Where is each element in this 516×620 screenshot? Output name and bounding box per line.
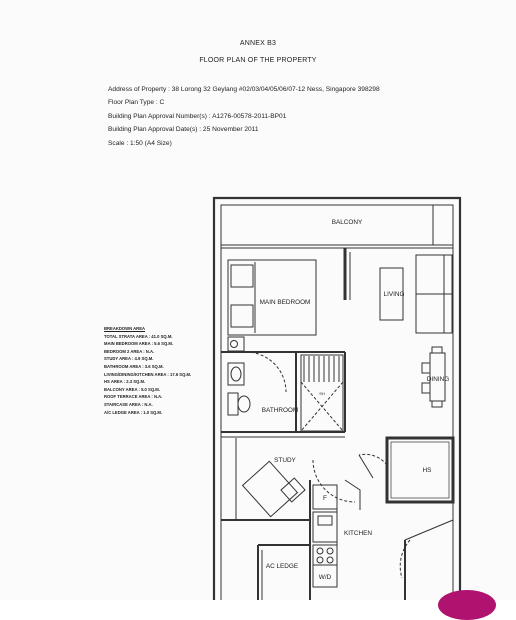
approval-dates: Building Plan Approval Date(s) : 25 November 2011: [108, 126, 259, 133]
breakdown-row: STAIRCASE AREA : N.A.: [104, 401, 153, 407]
annex-heading: ANNEX B3: [239, 40, 277, 47]
breakdown-row: MAIN BEDROOM AREA : 5.6 SQ.M.: [104, 341, 174, 347]
hob: [313, 545, 337, 565]
breakdown-row: BALCONY AREA : 5.0 SQ.M.: [104, 386, 160, 392]
study-walls: [221, 437, 355, 520]
balcony-railing: [221, 205, 453, 248]
main-bedroom-label: MAIN BEDROOM: [259, 299, 311, 306]
dining-label: DINING: [426, 376, 450, 383]
breakdown-row: BATHROOM AREA : 3.6 SQ.M.: [104, 363, 164, 369]
double-bed: [228, 260, 316, 335]
breakdown-row: STUDY AREA : 4.9 SQ.M.: [104, 356, 154, 362]
hs-label: HS: [422, 467, 432, 474]
breakdown-row: BEDROOM 2 AREA : N.A.: [104, 348, 155, 354]
approval-numbers: Building Plan Approval Number(s) : A1276-00578-2011-BP01: [108, 113, 287, 120]
washer-dryer-label: W/D: [318, 574, 332, 581]
fridge-label: F: [323, 495, 327, 502]
room-labels: [260, 219, 450, 581]
bathroom-label: BATHROOM: [261, 407, 299, 414]
study-desk: [243, 461, 298, 516]
property-address: Address of Property : 38 Lorong 32 Geylang #02/03/04/05/06/07-12 Ness, Singapore 398298: [108, 86, 380, 93]
breakdown-row: TOTAL STRATA AREA : 41.0 SQ.M.: [104, 333, 173, 339]
basin: [228, 363, 244, 385]
breakdown-row: HS AREA : 2.3 SQ.M.: [104, 379, 146, 385]
household-shelter: [359, 438, 453, 502]
bathroom-walls: [221, 352, 345, 432]
breakdown-row: ROOF TERRACE AREA : N.A.: [104, 394, 163, 400]
floor-plan-type: Floor Plan Type : C: [108, 99, 165, 106]
plan-scale: Scale : 1:50 (A4 Size): [108, 140, 172, 147]
kitchen-label: KITCHEN: [343, 530, 373, 537]
bathroom-door-swing: [246, 352, 286, 392]
breakdown-title: BREAKDOWN AREA: [104, 326, 146, 331]
breakdown-row: LIVING/DINING/KITCHEN AREA : 17.6 SQ.M.: [104, 371, 192, 377]
balcony-label: BALCONY: [331, 219, 363, 226]
breakdown-row: A/C LEDGE AREA : 1.0 SQ.M.: [104, 409, 163, 415]
study-label: STUDY: [274, 457, 296, 464]
study-chair: [281, 478, 305, 502]
shower-label: SH: [319, 391, 325, 396]
ac-ledge-label: AC LEDGE: [265, 563, 299, 570]
living-label: LIVING: [383, 291, 405, 298]
page-title: FLOOR PLAN OF THE PROPERTY: [199, 57, 317, 64]
toilet: [228, 393, 238, 415]
ac-ledge: [258, 545, 310, 600]
corner-badge: [438, 590, 496, 620]
